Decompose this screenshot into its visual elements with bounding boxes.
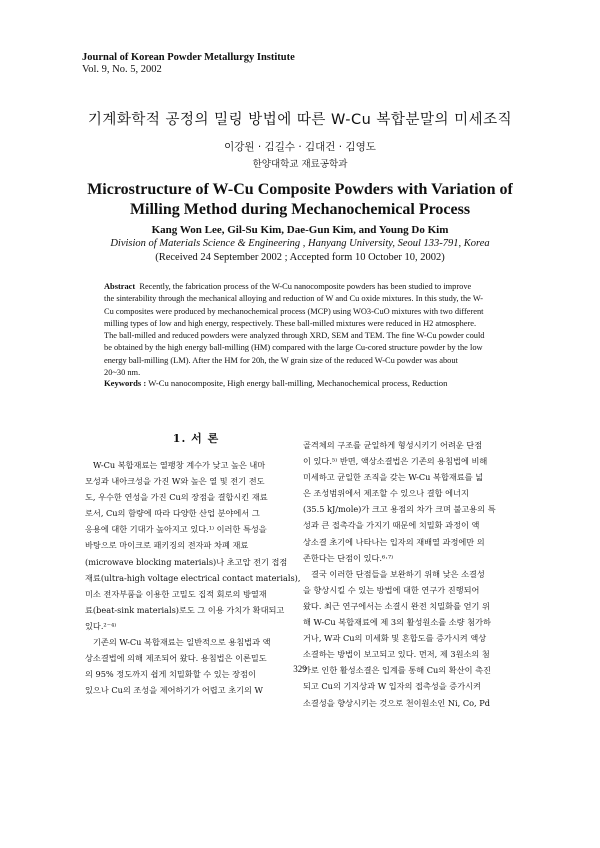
- abstract-line: The ball-milled and reduced powders were analyzed through XRD, SEM and TEM. The fine W-Cu powder could: [104, 331, 485, 341]
- body-line: 있으나 Cu의 조성을 제어하기가 어렵고 초기의 W: [85, 685, 263, 696]
- abstract-line: Cu composites were produced by mechanochemical process (MCP) using WO3-CuO mixtures with two different: [104, 306, 484, 316]
- page-number: 329: [293, 664, 307, 674]
- body-line: 바탕으로 마이크로 패키징의 전자파 차폐 재료: [85, 540, 249, 551]
- body-line: 응용에 대한 기대가 높아지고 있다.¹⁾ 이러한 특성을: [85, 524, 267, 535]
- korean-affiliation: 한양대학교 재료공학과: [252, 159, 348, 170]
- keywords-label: Keywords :: [104, 378, 147, 388]
- body-line: 로서, Cu의 함량에 따라 다양한 산업 분야에서 그: [85, 508, 260, 519]
- body-line: 은 조성범위에서 제조할 수 있으나 결합 에너지: [303, 488, 469, 499]
- body-line: 을 향상시킬 수 있는 방법에 대한 연구가 진행되어: [303, 584, 480, 595]
- body-line: 되고 Cu의 기지상과 W 입자의 접촉성을 증가시켜: [303, 681, 481, 692]
- abstract-label: Abstract: [104, 282, 136, 291]
- body-line: 상소결 초기에 나타나는 입자의 재배열 과정에만 의: [303, 536, 485, 547]
- body-line: 소결성을 향상시키는 것으로 천이원소인 Ni, Co, Pd: [303, 697, 491, 708]
- journal-name: Journal of Korean Powder Metallurgy Institute: [82, 52, 295, 63]
- body-line: 결국 이러한 단점들을 보완하기 위해 낮은 소결성: [311, 568, 485, 579]
- body-line: 재료(ultra-high voltage electrical contact materials),: [85, 572, 301, 583]
- korean-authors: 이강원 · 김길수 · 김대건 · 김영도: [224, 141, 376, 153]
- journal-header: [82, 52, 295, 76]
- body-line: 왔다. 최근 연구에서는 소결시 완전 치밀화를 얻기 위: [303, 600, 490, 611]
- body-line: 모성과 내아크성을 가진 W와 높은 열 및 전기 전도: [85, 476, 265, 487]
- english-authors: Kang Won Lee, Gil-Su Kim, Dae-Gun Kim, and Young Do Kim: [151, 224, 449, 236]
- abstract: [104, 281, 510, 379]
- abstract-line: energy ball-milling (LM). After the HM for 20h, the W grain size of the reduced W-Cu powder was about: [104, 355, 458, 365]
- english-title-line-1: Microstructure of W-Cu Composite Powders with Variation of: [87, 181, 513, 198]
- english-title-line-2: Milling Method during Mechanochemical Process: [129, 201, 471, 218]
- body-line: 있다.²⁻⁴⁾: [85, 620, 117, 631]
- abstract-line: the sinterability through the mechanical alloying and reduction of W and Cu oxide mixtures. In this study, the W-: [104, 294, 484, 304]
- english-affiliation: Division of Materials Science & Engineering , Hanyang University, Seoul 133-791, Korea: [110, 238, 490, 249]
- keywords-text: W-Cu nanocomposite, High energy ball-milling, Mechanochemical process, Reduction: [148, 378, 448, 388]
- body-line: 성과 큰 접촉각을 가지기 때문에 치밀화 과정이 액: [303, 520, 480, 531]
- abstract-line: 20~30 nm.: [104, 368, 141, 378]
- body-line: 이 있다.⁵⁾ 반면, 액상소결법은 기존의 용침법에 비해: [303, 456, 488, 467]
- abstract-line: milling types of low and high energy, respectively. These ball-milled mixtures were reduced in H2 atmosphere.: [104, 318, 477, 328]
- body-line: 료(beat-sink materials)로도 그 이용 가치가 확대되고: [85, 604, 285, 615]
- journal-volume: Vol. 9, No. 5, 2002: [82, 64, 162, 75]
- body-line: 소결하는 방법이 보고되고 있다. 먼저, 제 3원소의 첨: [303, 649, 490, 660]
- body-line: W-Cu 복합재료는 열팽창 계수가 낮고 높은 내마: [93, 460, 266, 470]
- keywords: [104, 378, 524, 388]
- received-dates: (Received 24 September 2002 ; Accepted form 10 October 10, 2002): [155, 252, 445, 263]
- body-line: (35.5 kJ/mole)가 크고 용점의 차가 크며 불고용의 특: [303, 504, 496, 515]
- body-line: 도, 우수한 연성을 가진 Cu의 장점을 결합시킨 재료: [85, 492, 268, 503]
- body-line: 미세하고 균일한 조직을 갖는 W-Cu 복합재료를 넓: [303, 472, 484, 483]
- body-line: 의 95% 정도까지 쉽게 치밀화할 수 있는 장점이: [85, 669, 256, 680]
- body-line: 가로 인한 활성소결은 입계를 통해 Cu의 확산이 촉진: [303, 665, 491, 676]
- body-column-left: [85, 457, 307, 698]
- abstract-line: Abstract Recently, the fabrication process of the W-Cu nanocomposite powders has been studied to improve: [104, 282, 472, 291]
- english-title: [0, 180, 600, 220]
- body-line: 존한다는 단점이 있다.⁶·⁷⁾: [303, 552, 394, 563]
- body-line: 거나, W과 Cu의 미세화 및 혼합도를 증가시켜 액상: [303, 633, 487, 644]
- body-line: 미소 전자부품을 이용한 고밀도 집적 회로의 방열재: [85, 588, 267, 599]
- section-heading: 1. 서 론: [172, 432, 220, 445]
- abstract-line: be obtained by the high energy ball-milling (HM) compared with the large Cu-cored structure powder by the low: [104, 343, 483, 353]
- body-line: 기존의 W-Cu 복합재료는 일반적으로 용침법과 액: [93, 637, 271, 648]
- body-line: (microwave blocking materials)나 초고압 전기 접점: [85, 556, 288, 567]
- body-line: 상소결법에 의해 제조되어 왔다. 용침법은 이론밀도: [85, 653, 267, 664]
- body-line: 골격체의 구조를 균일하게 형성시키기 어려운 단점: [303, 440, 483, 450]
- body-line: 해 W-Cu 복합재료에 제 3의 활성원소를 소량 첨가하: [303, 617, 491, 628]
- korean-title: 기계화학적 공정의 밀링 방법에 따른 W-Cu 복합분말의 미세조직: [87, 112, 513, 128]
